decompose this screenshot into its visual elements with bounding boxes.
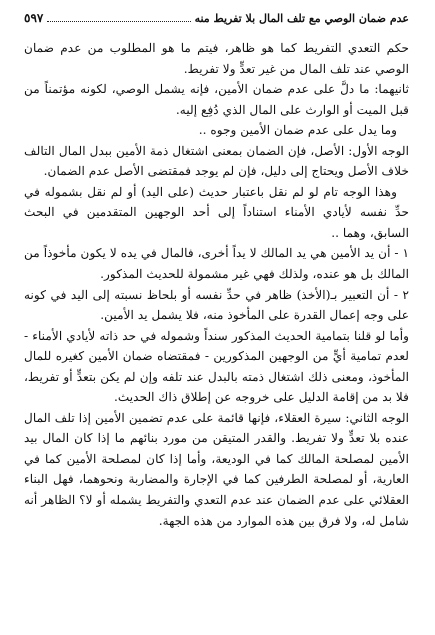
- running-title: عدم ضمان الوصي مع تلف المال بلا تفريط منه: [194, 11, 409, 25]
- paragraph-5: وهذا الوجه تام لو لم نقل باعتبار حديث (على اليد) أو لم نقل بشموله في حدِّ نفسه لأيادي الأمناء استناداً إلى أحد الوجهين المتقدمين في البحث السابق، وهما ..: [24, 184, 409, 240]
- page-body: [24, 38, 409, 531]
- paragraph-7: ٢ - أن التعبير بـ(الأخذ) ظاهر في حدِّ نفسه أو بلحاظ نسبته إلى اليد في كونه على وجه إعمال القدرة على المأخوذ منه، فلا يشمل يد الأمين.: [24, 287, 409, 323]
- paragraph-9: الوجه الثاني: سيرة العقلاء، فإنها قائمة على عدم تضمين الأمين إذا تلف المال عنده بلا تعدٍّ ولا تفريط. والقدر المتيقن من مورد بنائهم ما إذا كان المال بيد الأمين لمصلحة المالك كما في الوديعة، وأما إذا كان لمصلحة الأمين كما في العارية، أو لمصلحة الطرفين كما في الإجارة والمضاربة ونحوهما، فهل البناء العقلائي على عدم الضمان عند عدم التعدي والتفريط يشمله أو لا؟ الظاهر أنه شامل له، ولا فرق بين هذه الموارد من هذه الجهة.: [24, 410, 409, 528]
- page-header: [24, 10, 409, 26]
- header-dotted-leader: [47, 21, 190, 22]
- paragraph-8: وأما لو قلنا بتمامية الحديث المذكور سنداً وشموله في حد ذاته لأيادي الأمناء - لعدم تمامية أيٍّ من الوجهين المذكورين - فمقتضاه ضمان الأمين كغيره للمال المأخوذ، ومعنى ذلك اشتغال ذمته بالبدل عند تلفه وإن لم يكن بتعدٍّ أو تفريط، فلا بد من إقامة الدليل على خروجه عن إطلاق ذاك الحديث.: [24, 328, 409, 405]
- paragraph-3: وما يدل على عدم ضمان الأمين وجوه ..: [198, 123, 397, 138]
- paragraph-4: الوجه الأول: الأصل، فإن الضمان بمعنى اشتغال ذمة الأمين ببدل المال التالف خلاف الأصل ويحتاج إلى دليل، فإن لم يوجد فمقتضى الأصل عدم الضمان.: [24, 143, 409, 179]
- paragraph-6: ١ - أن يد الأمين هي يد المالك لا يداً أخرى، فالمال في يده لا يكون مأخوذاً من المالك بل هو عنده، ولذلك فهي غير مشمولة للحديث المذكور.: [24, 246, 409, 282]
- paragraph-2: ثانيهما: ما دلَّ على عدم ضمان الأمين، فإنه يشمل الوصي، لكونه مؤتمناً من قبل الميت أو الوارث على المال الذي دُفِع إليه.: [24, 82, 409, 117]
- page-number: ٥٩٧: [24, 11, 44, 25]
- paragraph-1: حكم التعدي التفريط كما هو ظاهر، فيتم ما هو المطلوب من عدم ضمان الوصي عند تلف المال من غير تعدٍّ ولا تفريط.: [24, 41, 409, 76]
